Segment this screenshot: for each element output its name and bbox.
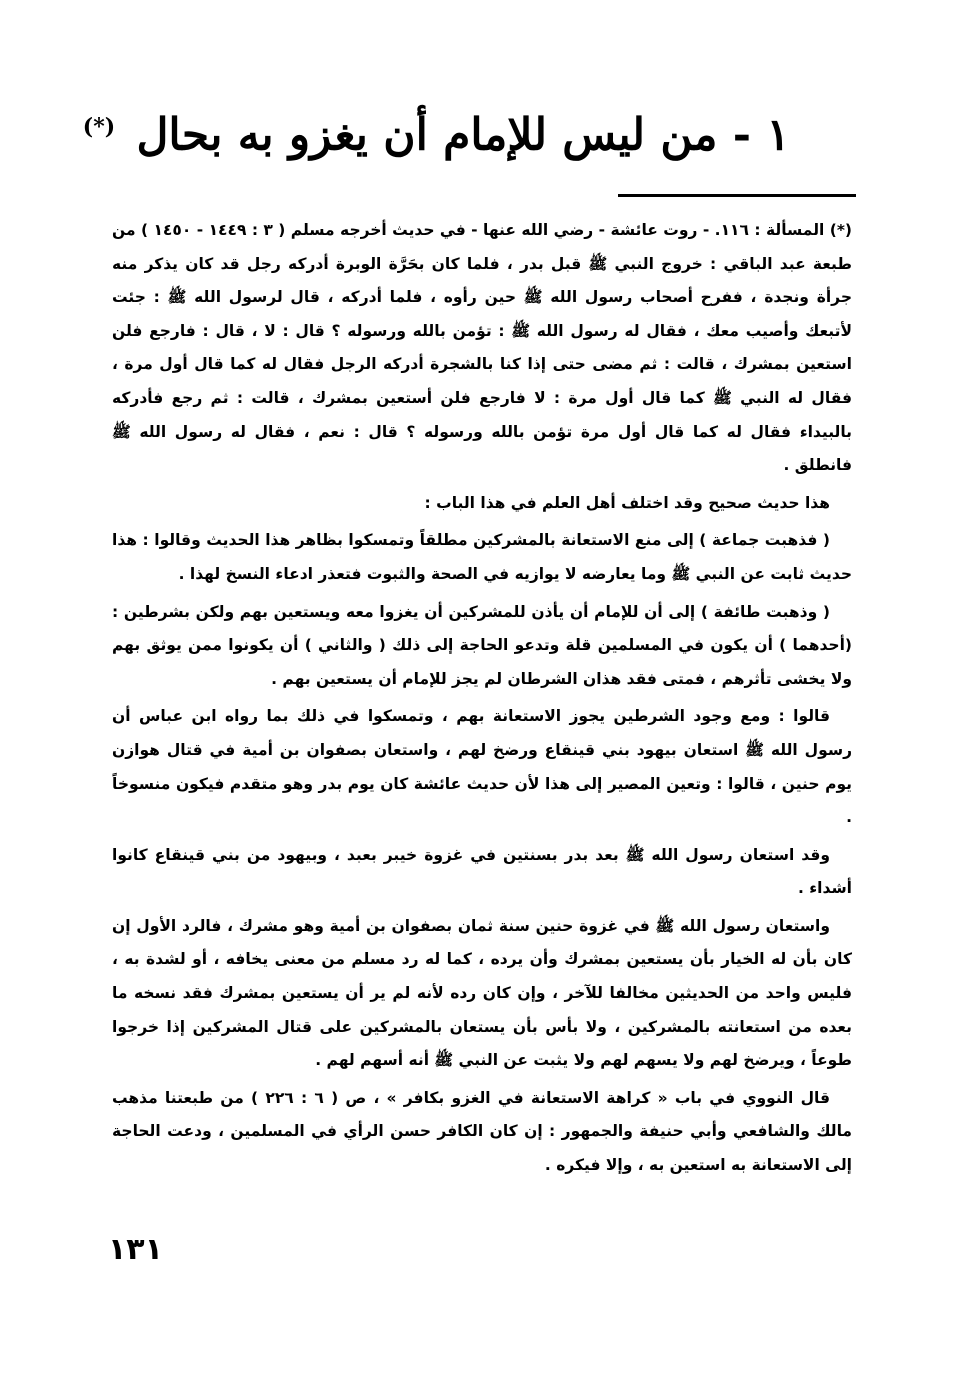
footnote-paragraph (112, 214, 852, 483)
chapter-title (82, 92, 790, 171)
footnote-paragraph: وقد استعان رسول الله ﷺ بعد بدر بسنتين في غزوة خيبر بعبد ، وبيهود من بني قينقاع كانوا أشداء . (112, 845, 852, 898)
page-number: ١٣١ (108, 1232, 163, 1267)
footnote-label: (*) المسألة : ١١٦. - (702, 221, 853, 239)
footnote-text: روت عائشة - رضي الله عنها - في حديث أخرجه مسلم ( ٣ : ١٤٤٩ - ١٤٥٠ ) من طبعة عبد الباقي : خروج النبي ﷺ قبل بدر ، فلما كان بحَرَّة الوبرة أدركه رجل قد كان يذكر منه جرأة ونجدة ، ففرح أصحاب رسول الله ﷺ حين رأوه ، فلما أدركه ، قال لرسول الله ﷺ : جئت لأتبعك وأصيب معك ، فقال له رسول الله ﷺ : تؤمن بالله ورسوله ؟ قال : لا ، قال : فارجع فلن استعين بمشرك ، قالت : ثم مضى حتى إذا كنا بالشجرة أدركه الرجل فقال له كما قال أول مرة ، فقال له النبي ﷺ كما قال أول مرة : لا فارجع فلن أستعين بمشرك ، قالت : ثم رجع فأدركه بالبيداء فقال له كما قال أول مرة تؤمن بالله ورسوله ؟ قال : نعم ، فقال له رسول الله ﷺ فانطلق . (112, 221, 852, 475)
footnote-marker: (*) (82, 114, 116, 140)
footnote-paragraph: واستعان رسول الله ﷺ في غزوة حنين سنة ثمان بصفوان بن أمية وهو مشرك ، فالرد الأول إن كان بأن له الخيار بأن يستعين بمشرك وأن يرده ، كما له رد مسلم من معنى يخافه ، أو لشدة به ، فليس واحد من الحديثين مخالفا للآخر ، وإن كان رده لأنه لم ير أن يستعين بمشرك فقد نسخه ما بعده من استعانته بالمشركين ، ولا بأس بأن يستعان بالمشركين على قتال المشركين إذا خرجوا طوعاً ، ويرضخ لهم ولا يسهم لهم ولا يثبت عن النبي ﷺ أنه أسهم لهم . (112, 916, 852, 1070)
footnote-paragraph: ( فذهبت جماعة ) إلى منع الاستعانة بالمشركين مطلقاً وتمسكوا بظاهر هذا الحديث وقالوا : هذا حديث ثابت عن النبي ﷺ وما يعارضه لا يوازيه في الصحة والثبوت فتعذر ادعاء النسخ لهذا . (112, 531, 852, 583)
footnote-paragraph: هذا حديث صحيح وقد اختلف أهل العلم في هذا الباب : (424, 493, 830, 512)
footnote-paragraph: قالوا : ومع وجود الشرطين يجوز الاستعانة بهم ، وتمسكوا في ذلك بما رواه ابن عباس أن رسول الله ﷺ استعان بيهود بني قينقاع ورضخ لهم ، واستعان بصفوان بن أمية في قتال هوازن يوم حنين ، قالوا : وتعين المصير إلى هذا لأن حديث عائشة كان يوم بدر وهو متقدم فيكون منسوخاً . (112, 707, 852, 827)
chapter-title-text: ١ - من ليس للإمام أن يغزو به بحال (136, 109, 790, 161)
footnote-paragraph: ( وذهبت طائفة ) إلى أن للإمام أن يأذن للمشركين أن يغزوا معه ويستعين بهم ولكن بشرطين : (أحدهما ) أن يكون في المسلمين قلة وتدعو الحاجة إلى ذلك ( والثاني ) أن يكونوا ممن يوثق بهم ولا يخشى تأثرهم ، فمتى فقد هذان الشرطان لم يجز للإمام أن يستعين بهم . (112, 602, 852, 688)
footnote-body (112, 214, 852, 1187)
footnote-separator-rule (618, 194, 856, 197)
footnote-paragraph: قال النووي في باب « كراهة الاستعانة في الغزو بكافر » ، ص ( ٦ : ٢٢٦ ) من طبعتنا مذهب مالك والشافعي وأبي حنيفة والجمهور : إن كان الكافر حسن الرأي في المسلمين ، ودعت الحاجة إلى الاستعانة به استعين به ، وإلا فيكره . (112, 1088, 852, 1175)
